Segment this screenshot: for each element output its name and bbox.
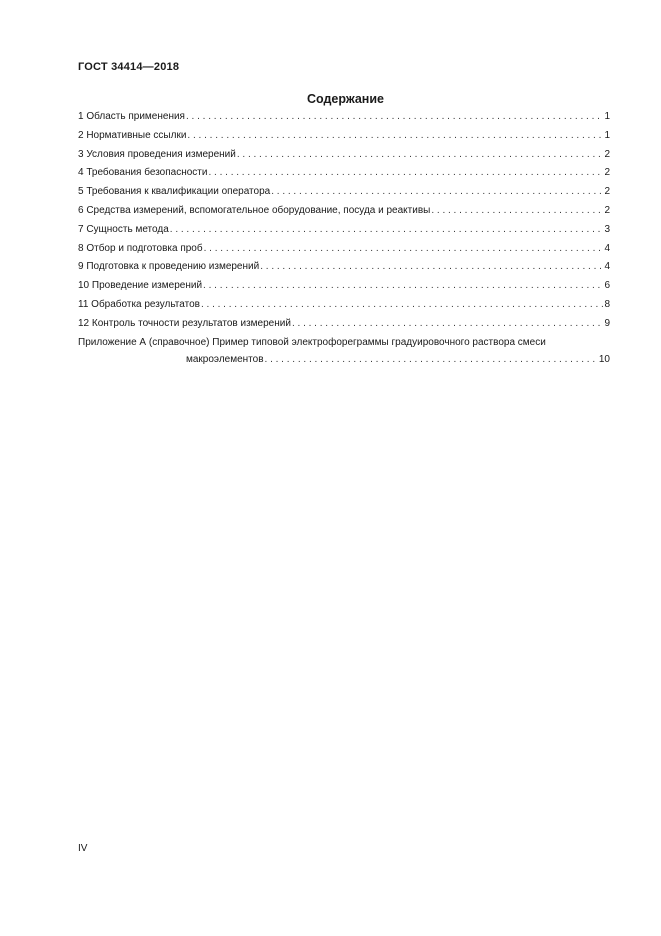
toc-item-page: 4 <box>604 261 610 273</box>
toc-appendix-label: макроэлементов <box>186 354 264 366</box>
toc-leader-dots <box>201 296 603 315</box>
toc-leader-dots <box>260 258 603 277</box>
toc-appendix-continuation <box>78 352 610 368</box>
toc-item[interactable] <box>78 127 610 146</box>
toc-item-page: 8 <box>604 298 610 310</box>
toc-item-page: 4 <box>604 242 610 254</box>
toc-item-label: 6 Средства измерений, вспомогательное оборудование, посуда и реактивы <box>78 204 431 216</box>
toc-leader-dots <box>187 127 603 146</box>
toc-leader-dots <box>265 352 598 368</box>
toc-item-label: 1 Область применения <box>78 111 185 122</box>
toc-item-page: 1 <box>604 111 610 122</box>
toc-item[interactable] <box>78 240 610 259</box>
toc-item[interactable] <box>78 221 610 240</box>
standard-header: ГОСТ 34414—2018 <box>78 61 180 73</box>
table-of-contents <box>78 108 610 368</box>
toc-item-page: 9 <box>604 317 610 329</box>
toc-appendix-title: Приложение А (справочное) Пример типовой электрофореграммы градуировочного раствора смеси <box>78 336 546 348</box>
toc-item[interactable] <box>78 315 610 334</box>
toc-item-label: 5 Требования к квалификации оператора <box>78 186 271 198</box>
toc-leader-dots <box>292 315 603 334</box>
toc-item-label: 2 Нормативные ссылки <box>78 129 187 141</box>
toc-item[interactable] <box>78 296 610 315</box>
toc-leader-dots <box>204 240 604 259</box>
toc-item[interactable] <box>78 146 610 165</box>
toc-item-page: 6 <box>604 280 610 292</box>
toc-item-label: 11 Обработка результатов <box>78 298 200 310</box>
toc-item-label: 3 Условия проведения измерений <box>78 148 236 160</box>
toc-item-page: 2 <box>604 148 610 160</box>
toc-item-label: 12 Контроль точности результатов измерений <box>78 317 291 329</box>
toc-item-label: 10 Проведение измерений <box>78 280 203 292</box>
toc-leader-dots <box>208 164 603 183</box>
page-number: IV <box>78 843 88 854</box>
toc-item-page: 2 <box>604 204 610 216</box>
toc-item-page: 2 <box>604 186 610 198</box>
toc-item[interactable] <box>78 164 610 183</box>
toc-leader-dots <box>170 221 604 240</box>
toc-item-page: 2 <box>604 167 610 179</box>
toc-item[interactable] <box>78 277 610 296</box>
toc-item[interactable] <box>78 108 610 127</box>
toc-leader-dots <box>203 277 603 296</box>
toc-item[interactable] <box>78 258 610 277</box>
toc-item[interactable] <box>78 202 610 221</box>
toc-leader-dots <box>237 146 604 165</box>
toc-appendix-page: 10 <box>598 354 610 366</box>
toc-title: Содержание <box>306 92 384 106</box>
toc-leader-dots <box>431 202 603 221</box>
toc-item-page: 3 <box>604 223 610 235</box>
toc-appendix-item[interactable] <box>78 334 610 369</box>
toc-item-label: 9 Подготовка к проведению измерений <box>78 261 260 273</box>
toc-item-label: 7 Сущность метода <box>78 223 169 235</box>
toc-leader-dots <box>271 183 603 202</box>
toc-item-page: 1 <box>604 129 610 141</box>
toc-item-label: 8 Отбор и подготовка проб <box>78 242 203 254</box>
toc-item[interactable] <box>78 183 610 202</box>
toc-leader-dots <box>186 108 603 127</box>
toc-item-label: 4 Требования безопасности <box>78 167 208 179</box>
